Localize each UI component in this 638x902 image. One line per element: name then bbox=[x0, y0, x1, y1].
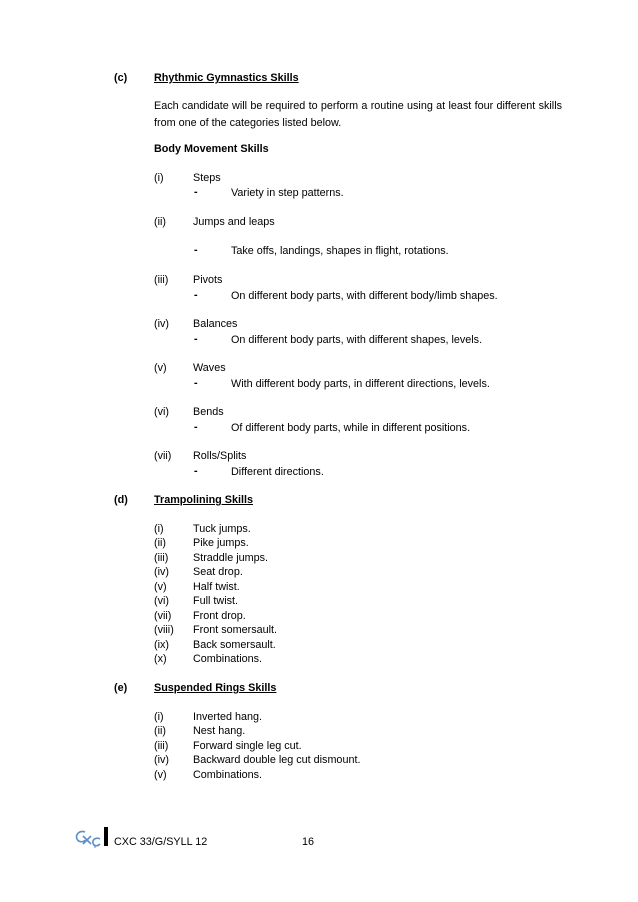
item-title: Waves bbox=[193, 362, 226, 374]
item-text: Front somersault. bbox=[193, 624, 278, 636]
item-number: (vii) bbox=[154, 450, 172, 462]
item-detail: Different directions. bbox=[231, 466, 324, 478]
footer-syllabus-code: CXC 33/G/SYLL 12 bbox=[114, 836, 208, 848]
item-number: (ii) bbox=[154, 537, 166, 549]
dash-bullet: - bbox=[194, 377, 198, 389]
item-text: Front drop. bbox=[193, 610, 246, 622]
item-number: (v) bbox=[154, 581, 167, 593]
item-number: (ii) bbox=[154, 725, 166, 737]
dash-bullet: - bbox=[194, 289, 198, 301]
item-title: Pivots bbox=[193, 274, 223, 286]
section-heading-trampolining: Trampolining Skills bbox=[154, 494, 253, 506]
item-detail: Of different body parts, while in different positions. bbox=[231, 422, 471, 434]
item-text: Seat drop. bbox=[193, 566, 243, 578]
item-number: (ix) bbox=[154, 639, 169, 651]
section-heading-rings: Suspended Rings Skills bbox=[154, 682, 277, 694]
item-title: Rolls/Splits bbox=[193, 450, 247, 462]
item-number: (iv) bbox=[154, 566, 169, 578]
dash-bullet: - bbox=[194, 465, 198, 477]
section-label-c: (c) bbox=[114, 72, 128, 84]
item-text: Inverted hang. bbox=[193, 711, 263, 723]
item-title: Bends bbox=[193, 406, 224, 418]
cxc-logo-icon bbox=[72, 828, 102, 848]
item-text: Backward double leg cut dismount. bbox=[193, 754, 361, 766]
page-number: 16 bbox=[302, 836, 315, 848]
item-text: Back somersault. bbox=[193, 639, 276, 651]
footer-divider-bar bbox=[104, 827, 108, 846]
body-movement-subheading: Body Movement Skills bbox=[154, 143, 269, 155]
item-number: (i) bbox=[154, 711, 164, 723]
item-text: Half twist. bbox=[193, 581, 240, 593]
section-heading-rhythmic: Rhythmic Gymnastics Skills bbox=[154, 72, 299, 84]
section-label-e: (e) bbox=[114, 682, 128, 694]
item-detail: On different body parts, with different shapes, levels. bbox=[231, 334, 483, 346]
item-text: Nest hang. bbox=[193, 725, 246, 737]
item-text: Tuck jumps. bbox=[193, 523, 251, 535]
item-number: (v) bbox=[154, 362, 167, 374]
item-number: (x) bbox=[154, 653, 167, 665]
item-number: (i) bbox=[154, 523, 164, 535]
item-number: (vi) bbox=[154, 595, 169, 607]
item-text: Forward single leg cut. bbox=[193, 740, 302, 752]
item-number: (iv) bbox=[154, 754, 169, 766]
dash-bullet: - bbox=[194, 421, 198, 433]
section-c-paragraph: Each candidate will be required to perform a routine using at least four different skills from one of the categories listed below. bbox=[154, 100, 562, 129]
item-number: (iv) bbox=[154, 318, 169, 330]
item-number: (iii) bbox=[154, 274, 169, 286]
item-detail: With different body parts, in different directions, levels. bbox=[231, 378, 490, 390]
item-text: Pike jumps. bbox=[193, 537, 249, 549]
item-detail: On different body parts, with different body/limb shapes. bbox=[231, 290, 498, 302]
item-detail: Variety in step patterns. bbox=[231, 187, 344, 199]
item-detail: Take offs, landings, shapes in flight, rotations. bbox=[231, 245, 449, 257]
item-number: (iii) bbox=[154, 740, 169, 752]
item-number: (vii) bbox=[154, 610, 172, 622]
item-number: (ii) bbox=[154, 216, 166, 228]
item-text: Combinations. bbox=[193, 653, 263, 665]
item-number: (viii) bbox=[154, 624, 174, 636]
item-number: (vi) bbox=[154, 406, 169, 418]
item-title: Steps bbox=[193, 172, 221, 184]
item-number: (iii) bbox=[154, 552, 169, 564]
item-number: (i) bbox=[154, 172, 164, 184]
item-title: Jumps and leaps bbox=[193, 216, 275, 228]
item-text: Full twist. bbox=[193, 595, 238, 607]
item-text: Straddle jumps. bbox=[193, 552, 269, 564]
item-title: Balances bbox=[193, 318, 238, 330]
dash-bullet: - bbox=[194, 333, 198, 345]
dash-bullet: - bbox=[194, 244, 198, 256]
dash-bullet: - bbox=[194, 186, 198, 198]
section-label-d: (d) bbox=[114, 494, 128, 506]
item-number: (v) bbox=[154, 769, 167, 781]
item-text: Combinations. bbox=[193, 769, 263, 781]
